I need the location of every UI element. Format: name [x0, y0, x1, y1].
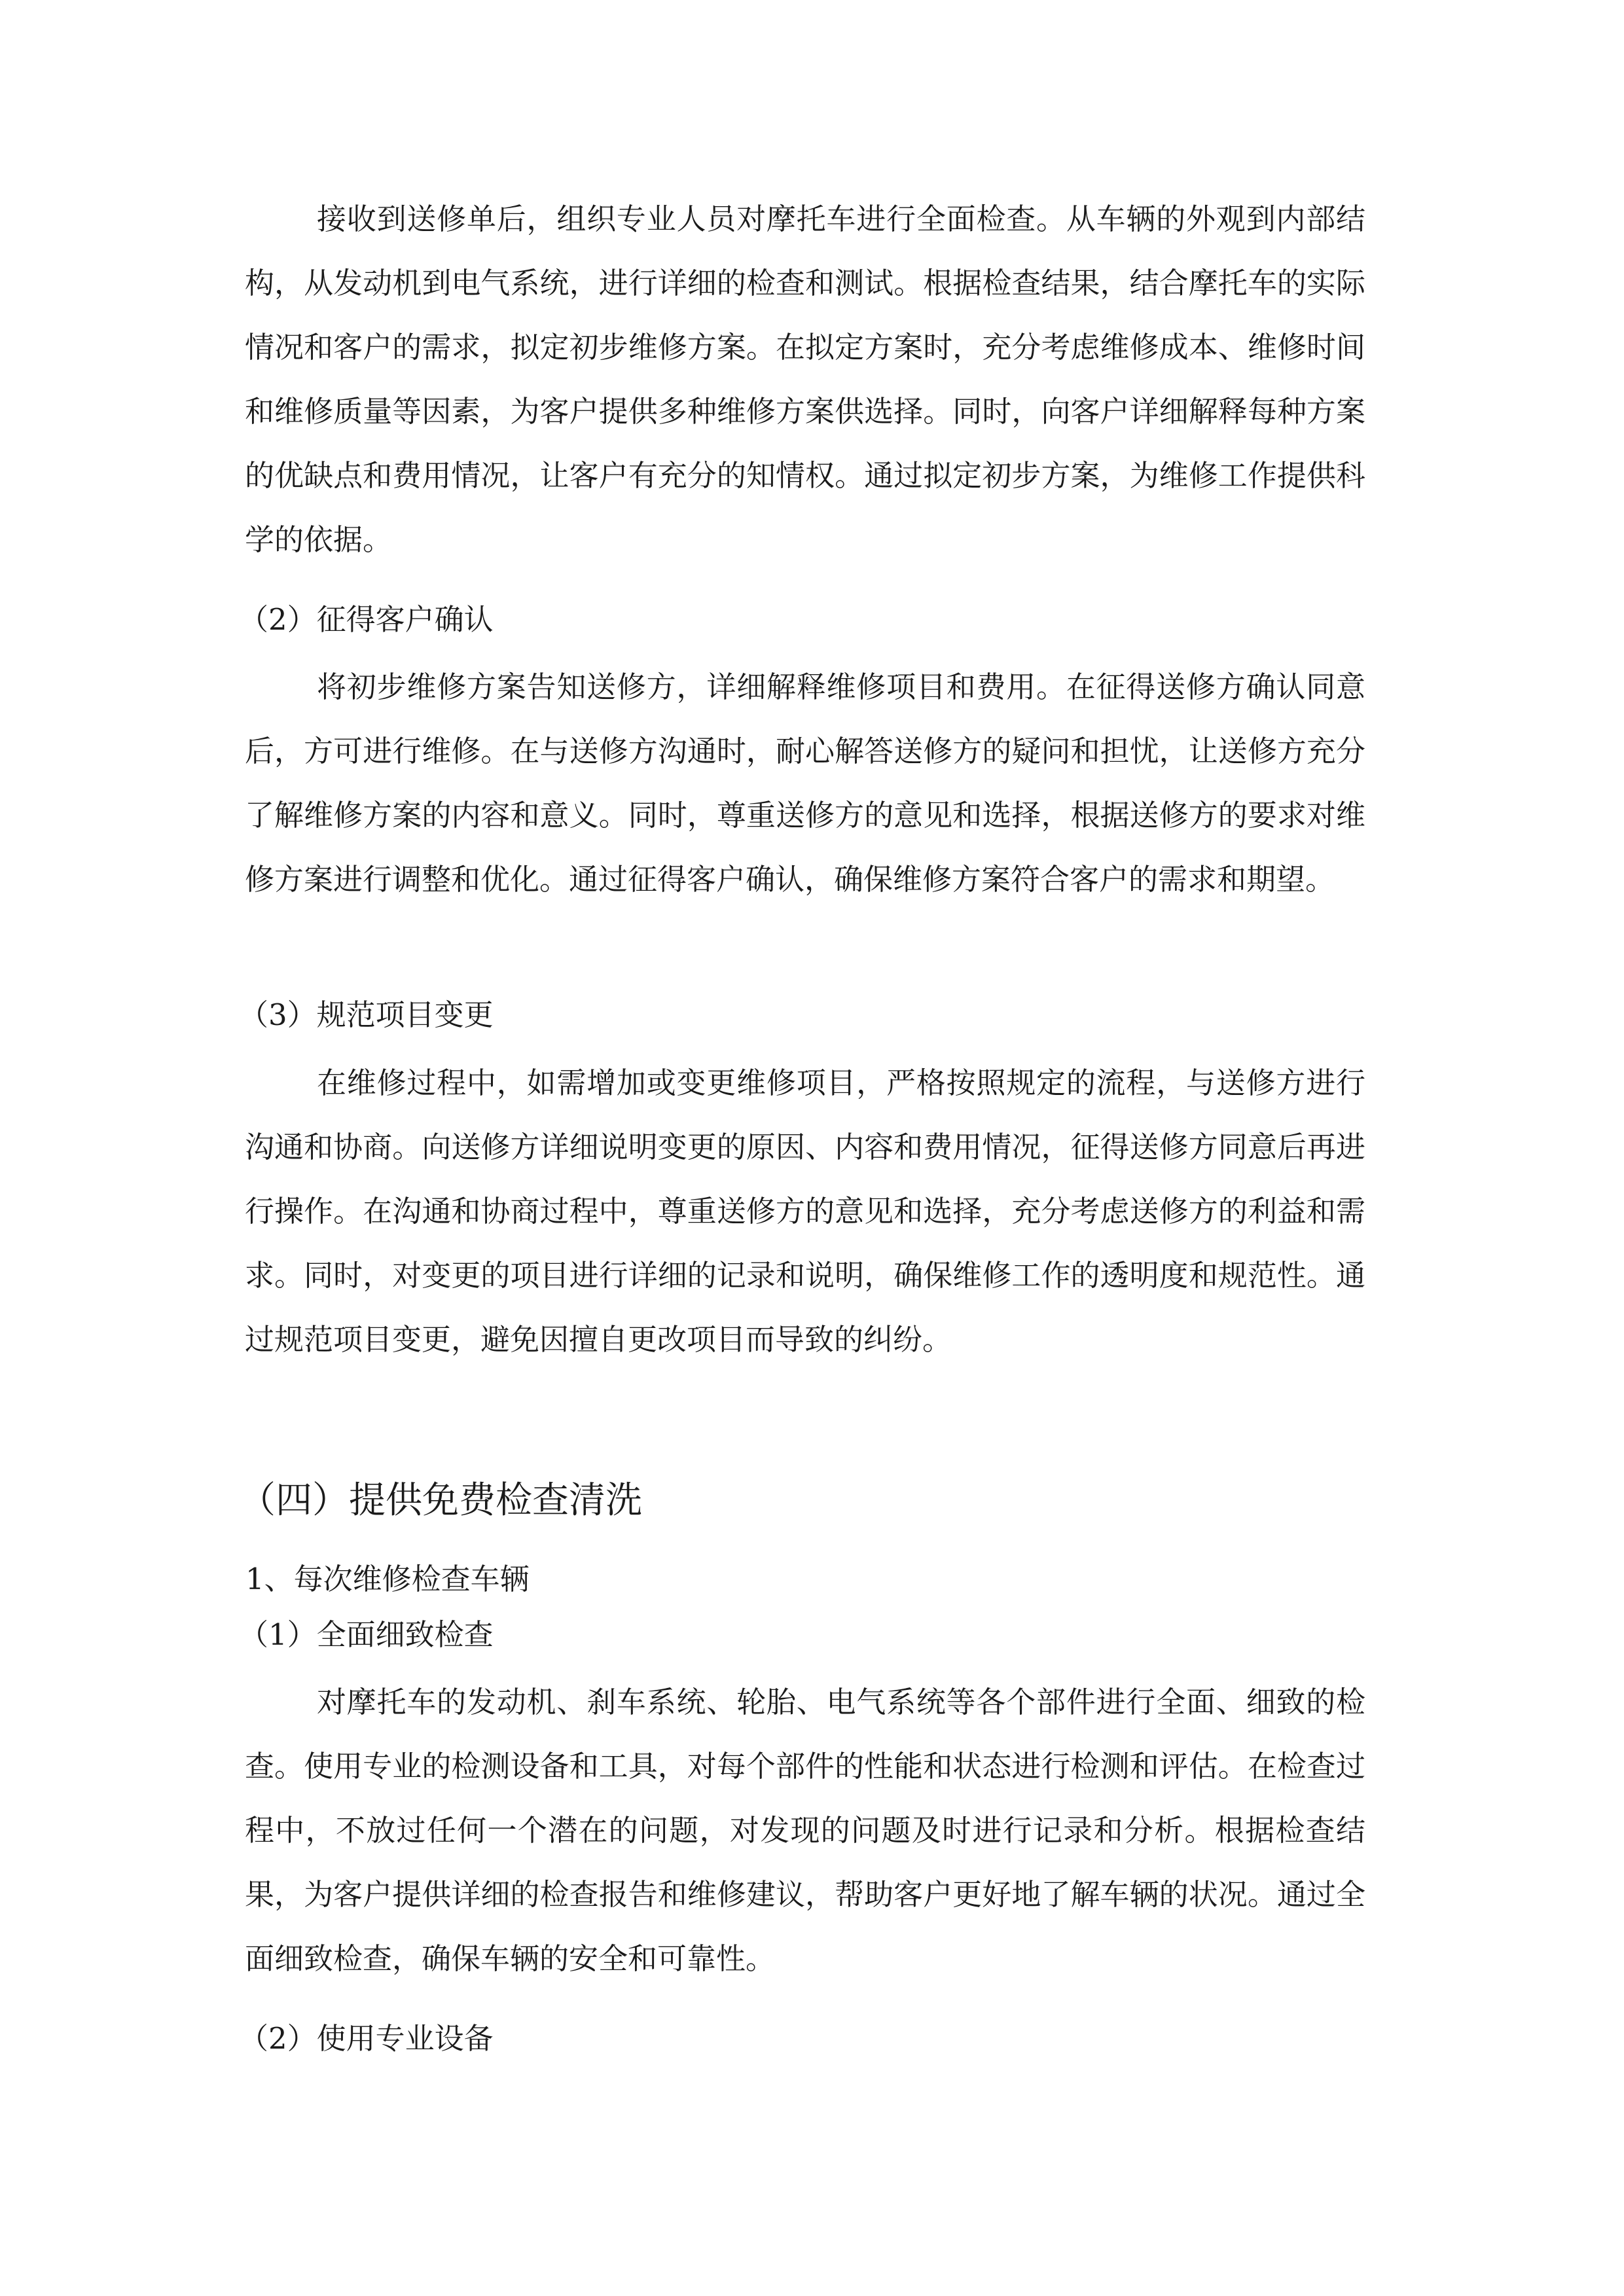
paragraph-thorough-inspection: 对摩托车的发动机、刹车系统、轮胎、电气系统等各个部件进行全面、细致的检查。使用专业的检测设备和工具，对每个部件的性能和状态进行检测和评估。在检查过程中，不放过任何一个潜在的问题，对发现的问题及时进行记录和分析。根据检查结果，为客户提供详细的检查报告和维修建议，帮助客户更好地了解车辆的状况。通过全面细致检查，确保车辆的安全和可靠性。 — [245, 1685, 1365, 1976]
paragraph-customer-confirmation: 将初步维修方案告知送修方，详细解释维修项目和费用。在征得送修方确认同意后，方可进行维修。在与送修方沟通时，耐心解答送修方的疑问和担忧，让送修方充分了解维修方案的内容和意义。同时，尊重送修方的意见和选择，根据送修方的要求对维修方案进行调整和优化。通过征得客户确认，确保维修方案符合客户的需求和期望。 — [245, 670, 1365, 897]
paragraph-project-change: 在维修过程中，如需增加或变更维修项目，严格按照规定的流程，与送修方进行沟通和协商。向送修方详细说明变更的原因、内容和费用情况，征得送修方同意后再进行操作。在沟通和协商过程中，尊重送修方的意见和选择，充分考虑送修方的利益和需求。同时，对变更的项目进行详细的记录和说明，确保维修工作的透明度和规范性。通过规范项目变更，避免因擅自更改项目而导致的纠纷。 — [245, 1066, 1365, 1357]
item-heading-inspect-vehicle: 1、每次维修检查车辆 — [245, 1562, 530, 1596]
subheading-thorough-inspection: （1）全面细致检查 — [239, 1617, 494, 1652]
section-heading-free-inspection: （四）提供免费检查清洗 — [239, 1479, 642, 1522]
subheading-customer-confirmation: （2）征得客户确认 — [239, 602, 494, 637]
paragraph-initial-plan: 接收到送修单后，组织专业人员对摩托车进行全面检查。从车辆的外观到内部结构，从发动机到电气系统，进行详细的检查和测试。根据检查结果，结合摩托车的实际情况和客户的需求，拟定初步维修方案。在拟定方案时，充分考虑维修成本、维修时间和维修质量等因素，为客户提供多种维修方案供选择。同时，向客户详细解释每种方案的优缺点和费用情况，让客户有充分的知情权。通过拟定初步方案，为维修工作提供科学的依据。 — [245, 202, 1365, 557]
subheading-project-change: （3）规范项目变更 — [239, 997, 494, 1032]
subheading-professional-equipment: （2）使用专业设备 — [239, 2021, 494, 2056]
